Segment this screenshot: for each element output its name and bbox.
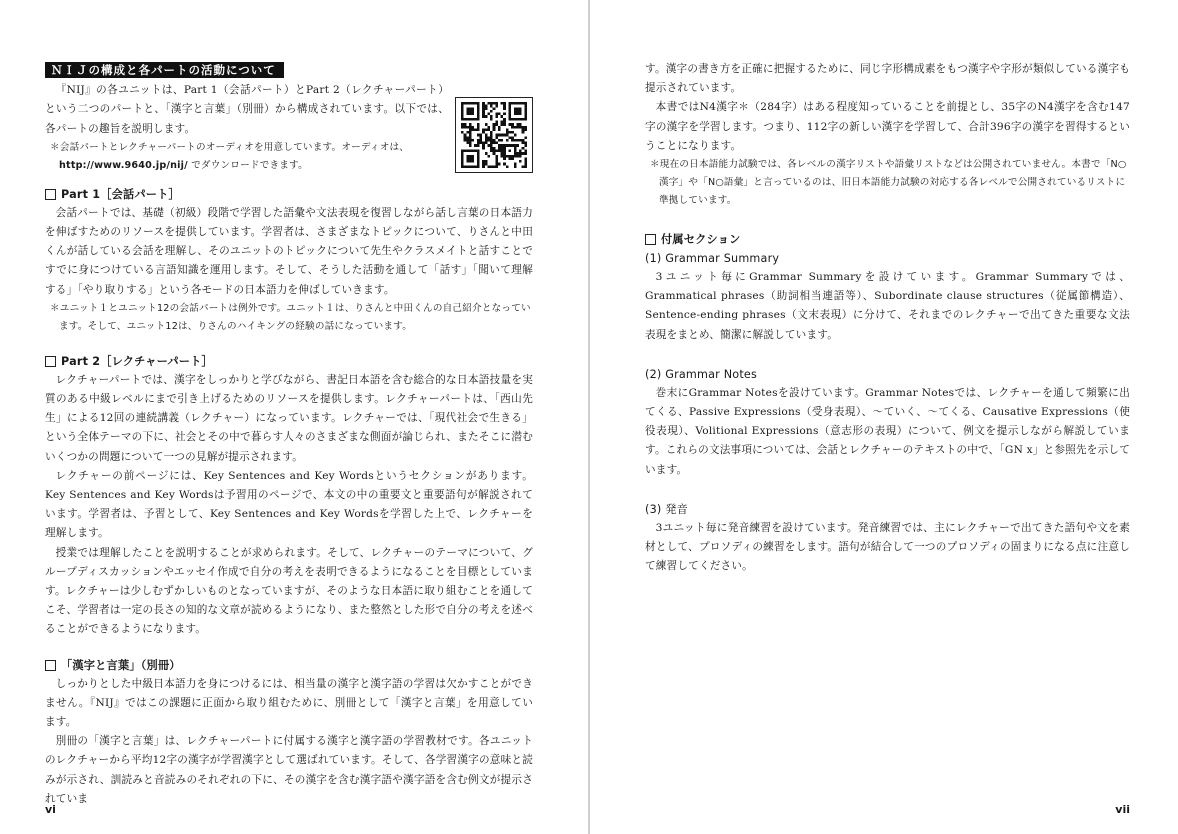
left-page	[0, 0, 588, 834]
continuation-paragraph-1: す。漢字の書き方を正確に把握するために、同じ字形構成素をもつ漢字や字形が類似している漢字も提示されています。	[645, 63, 1130, 95]
square-box-icon	[645, 234, 656, 245]
continuation-paragraph-2: 本書ではN4漢字＊（284字）はある程度知っていることを前提とし、35字のN4漢字を含む147字の漢字を学習します。つまり、112字の新しい漢字を学習して、合計396字の漢字を習得するということになります。	[645, 101, 1130, 152]
qr-code-icon	[455, 97, 533, 173]
part1-note: ＊ユニット１とユニット12の会話パートは例外です。ユニット１は、りさんと中田くんの自己紹介となっています。そして、ユニット12は、りさんのハイキングの経験の話になっています。	[50, 302, 531, 332]
page-title: ＮＩＪの構成と各パートの活動について	[45, 62, 284, 78]
square-box-icon	[45, 189, 56, 200]
intro-block	[45, 81, 533, 175]
pronunciation-paragraph: 3ユニット毎に発音練習を設けています。発音練習では、主にレクチャーで出てきた語句や文を素材として、プロソディの練習をします。語句が結合して一つのプロソディの固まりになる点に注意して練習してください。	[645, 521, 1130, 573]
square-box-icon	[45, 660, 56, 671]
part2-paragraph-3: 授業では理解したことを説明することが求められます。そして、レクチャーのテーマについて、グループディスカッションやエッセイ作成で自分の考えを表明できるようになることを目標としています。レクチャーは少しむずかしいものとなっていますが、そのような日本語に取り組むことを通してこそ、学習者は一定の長さの知的な文章が読めるようになり、また整然とした形で自分の考えを述べることができるようになります。	[45, 546, 533, 636]
kanji-paragraph-2: 別冊の「漢字と言葉」は、レクチャーパートに付属する漢字と漢字語の学習教材です。各ユニットのレクチャーから平均12字の漢字が学習漢字として選ばれています。そして、各学習漢字の意味と読みが示され、訓読みと音読みのそれぞれの下に、その漢字を含む漢字語や漢字語を含む例文が提示されていま	[45, 735, 533, 805]
section-heading-kanji: 「漢字と言葉」（別冊）	[45, 656, 533, 675]
grammar-notes-paragraph: 巻末にGrammar Notesを設けています。Grammar Notesでは、レクチャーを通して頻繁に出てくる、Passive Expressions（受身表現）、〜ていく、〜てくる、Causative Expressions（使役表現）、Volitional Expressions（意志形の表現）について、例文を提示しながら解説しています。これらの文法事項については、会話とレクチャーのテキストの中で、「GN x」と参照先を示しています。	[645, 386, 1130, 476]
subsection-heading-grammar-notes: (2) Grammar Notes	[645, 367, 758, 381]
part1-paragraph: 会話パートでは、基礎（初級）段階で学習した語彙や文法表現を復習しながら話し言葉の日本語力を伸ばすためのリソースを提供しています。学習者は、さまざまなトピックについて、りさんと中田くんが話している会話を理解し、そのユニットのトピックについて先生やクラスメイトと話すことですでに身につけている言語知識を運用します。そして、そうした活動を通して「話す」「聞いて理解する」「やり取りする」という各モードの日本語力を伸ばしていきます。	[45, 206, 533, 296]
left-page-content	[45, 62, 533, 809]
section-heading-appendix: 付属セクション	[645, 230, 1130, 249]
section-heading-part1: Part 1［会話パート］	[45, 185, 533, 204]
square-box-icon	[45, 356, 56, 367]
page-number-left: vi	[45, 803, 56, 816]
audio-download-link[interactable]: http://www.9640.jp/nij/	[59, 159, 188, 171]
part2-paragraph-1: レクチャーパートでは、漢字をしっかりと学びながら、書記日本語を含む総合的な日本語技量を実質のある中級レベルにまで引き上げるためのリソースを提供します。レクチャーパートは、「西山先生」による12回の連続講義（レクチャー）になっています。レクチャーでは、「現代社会で生きる」という全体テーマの下に、社会とその中で暮らす人々のさまざまな側面が論じられ、またそこに潜むいくつかの問題について一つの見解が提示されます。	[45, 373, 533, 463]
section-heading-part2: Part 2［レクチャーパート］	[45, 352, 533, 371]
subsection-heading-grammar-summary: (1) Grammar Summary	[645, 252, 780, 266]
right-page	[590, 0, 1178, 834]
intro-paragraph: 『NIJ』の各ユニットは、Part 1（会話パート）とPart 2（レクチャーパート）という二つのパートと、「漢字と言葉」（別冊）から構成されています。以下では、各パートの趣旨を説明します。	[45, 84, 449, 135]
audio-note: ＊会話パートとレクチャーパートのオーディオを用意しています。オーディオは、 http://www.9640.jp/nij/ でダウンロードできます。	[50, 141, 410, 171]
page-number-right: vii	[1115, 803, 1130, 816]
part2-paragraph-2: レクチャーの前ページには、Key Sentences and Key Wordsというセクションがあります。Key Sentences and Key Wordsは予習用のページで、本文の中の重要文と重要語句が解説されています。学習者は、予習として、Key Sentences and Key Wordsを学習した上で、レクチャーを理解します。	[45, 469, 533, 540]
right-page-content	[645, 60, 1130, 576]
grammar-summary-paragraph: 3ユニット毎にGrammar Summaryを設けています。Grammar Summaryでは、Grammatical phrases（助詞相当連語等）、Subordinate clause structures（従属節構造）、Sentence-ending phrases（文末表現）に分けて、それまでのレクチャーで出てきた重要な文法表現をまとめ、簡潔に解説しています。	[645, 271, 1130, 341]
kanji-note: ＊現在の日本語能力試験では、各レベルの漢字リストや語彙リストなどは公開されていません。本書で「N○漢字」や「N○語彙」と言っているのは、旧日本語能力試験の対応する各レベルで公開されているリストに準拠しています。	[650, 159, 1127, 207]
kanji-paragraph-1: しっかりとした中級日本語力を身につけるには、相当量の漢字と漢字語の学習は欠かすことができません。『NIJ』ではこの課題に正面から取り組むために、別冊として「漢字と言葉」を用意しています。	[45, 677, 533, 729]
subsection-heading-pronunciation: (3) 発音	[645, 502, 688, 516]
